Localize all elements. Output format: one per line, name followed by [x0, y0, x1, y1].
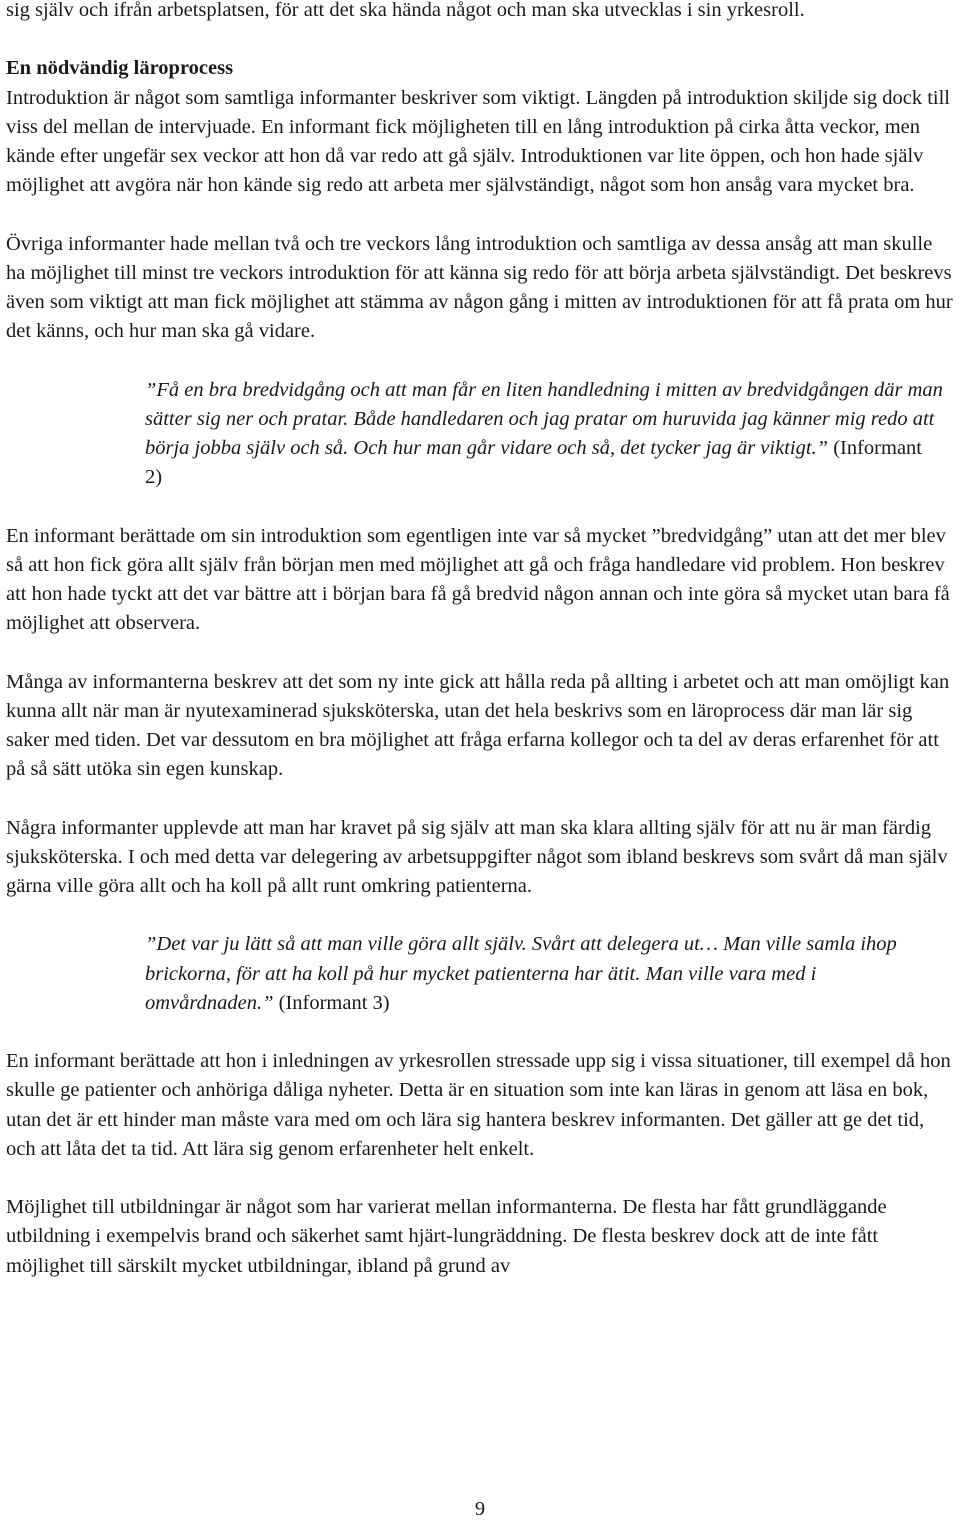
- paragraph-learning-process: Många av informanterna beskrev att det som ny inte gick att hålla reda på allting i arbetet och att man omöjligt kan kunna allt när man är nyutexaminerad sjuksköterska, utan det hela beskrivs som en läroprocess där man lär sig saker med tiden. Det var dessutom en bra möjlighet att fråga erfarna kollegor och ta del av deras erfarenhet för att på så sätt utöka sin egen kunskap.: [6, 670, 950, 781]
- paragraph-self-demands: Några informanter upplevde att man har kravet på sig själv att man ska klara allting själv för att nu är man färdig sjuksköterska. I och med detta var delegering av arbetsuppgifter något som ibland beskrevs som svårt då man själv gärna ville göra allt och ha koll på allt runt omkring patienterna.: [6, 816, 948, 897]
- block-quote-informant-3: [145, 930, 944, 1018]
- quote-source: (Informant 2): [145, 437, 922, 489]
- paragraph-bredvidgang: En informant berättade om sin introduktion som egentligen inte var så mycket ”bredvidgång” utan att det mer blev så att hon fick göra allt själv från början men med möjlighet att gå och fråga handledare vid problem. Hon beskrev att hon hade tyckt att det var bättre att i början bara få gå bredvid någon annan och inte göra så mycket utan bara få möjlighet att observera.: [6, 524, 950, 635]
- paragraph-introduction: Introduktion är något som samtliga informanter beskriver som viktigt. Längden på introduktion skiljde sig dock till viss del mellan de intervjuade. En informant fick möjligheten till en lång introduktion på cirka åtta veckor, men kände efter ungefär sex veckor att hon då var redo att gå själv. Introduktionen var lite öppen, och hon hade själv möjlighet att avgöra när hon kände sig redo att arbeta mer självständigt, något som hon ansåg vara mycket bra.: [6, 86, 950, 197]
- paragraph-education: Möjlighet till utbildningar är något som har varierat mellan informanterna. De flesta har fått grundläggande utbildning i exempelvis brand och säkerhet samt hjärt-lungräddning. De flesta beskrev dock att de inte fått möjlighet till särskilt mycket utbildningar, ibland på grund av: [6, 1196, 887, 1277]
- paragraph-other-informants: Övriga informanter hade mellan två och tre veckors lång introduktion och samtliga av dessa ansåg att man skulle ha möjlighet till minst tre veckors introduktion för att känna sig redo för att börja arbeta självständigt. Det beskrevs även som viktigt att man fick möjlighet att stämma av någon gång i mitten av introduktionen för att få prata om hur det känns, och hur man ska gå vidare.: [6, 232, 953, 343]
- block-quote-informant-2: [145, 376, 944, 493]
- page-number: 9: [474, 1498, 486, 1520]
- section-heading: En nödvändig läroprocess: [6, 57, 234, 80]
- quote-text: ”Det var ju lätt så att man ville göra allt själv. Svårt att delegera ut… Man ville samla ihop brickorna, för att ha koll på hur mycket patienterna har ätit. Man ville vara med i omvårdnaden.”: [145, 933, 897, 1014]
- paragraph-stress-situations: En informant berättade att hon i inledningen av yrkesrollen stressade upp sig i vissa situationer, till exempel då hon skulle ge patienter och anhöriga dåliga nyheter. Detta är en situation som inte kan läras in genom att läsa en bok, utan det är ett hinder man måste vara med om och lära sig hantera beskrev informanten. Det gäller att ge det tid, och att låta det ta tid. Att lära sig genom erfarenheter helt enkelt.: [6, 1050, 951, 1160]
- quote-text: ”Få en bra bredvidgång och att man får en liten handledning i mitten av bredvidgången där man sätter sig ner och pratar. Både handledaren och jag pratar om huruvida jag känner mig redo att börja jobba själv och så. Och hur man går vidare och så, det tycker jag är viktigt.”: [145, 378, 943, 459]
- document-page: [6, 0, 956, 1281]
- quote-source: (Informant 3): [278, 991, 390, 1014]
- paragraph-continued: sig själv och ifrån arbetsplatsen, för att det ska hända något och man ska utvecklas i sin yrkesroll.: [6, 0, 805, 21]
